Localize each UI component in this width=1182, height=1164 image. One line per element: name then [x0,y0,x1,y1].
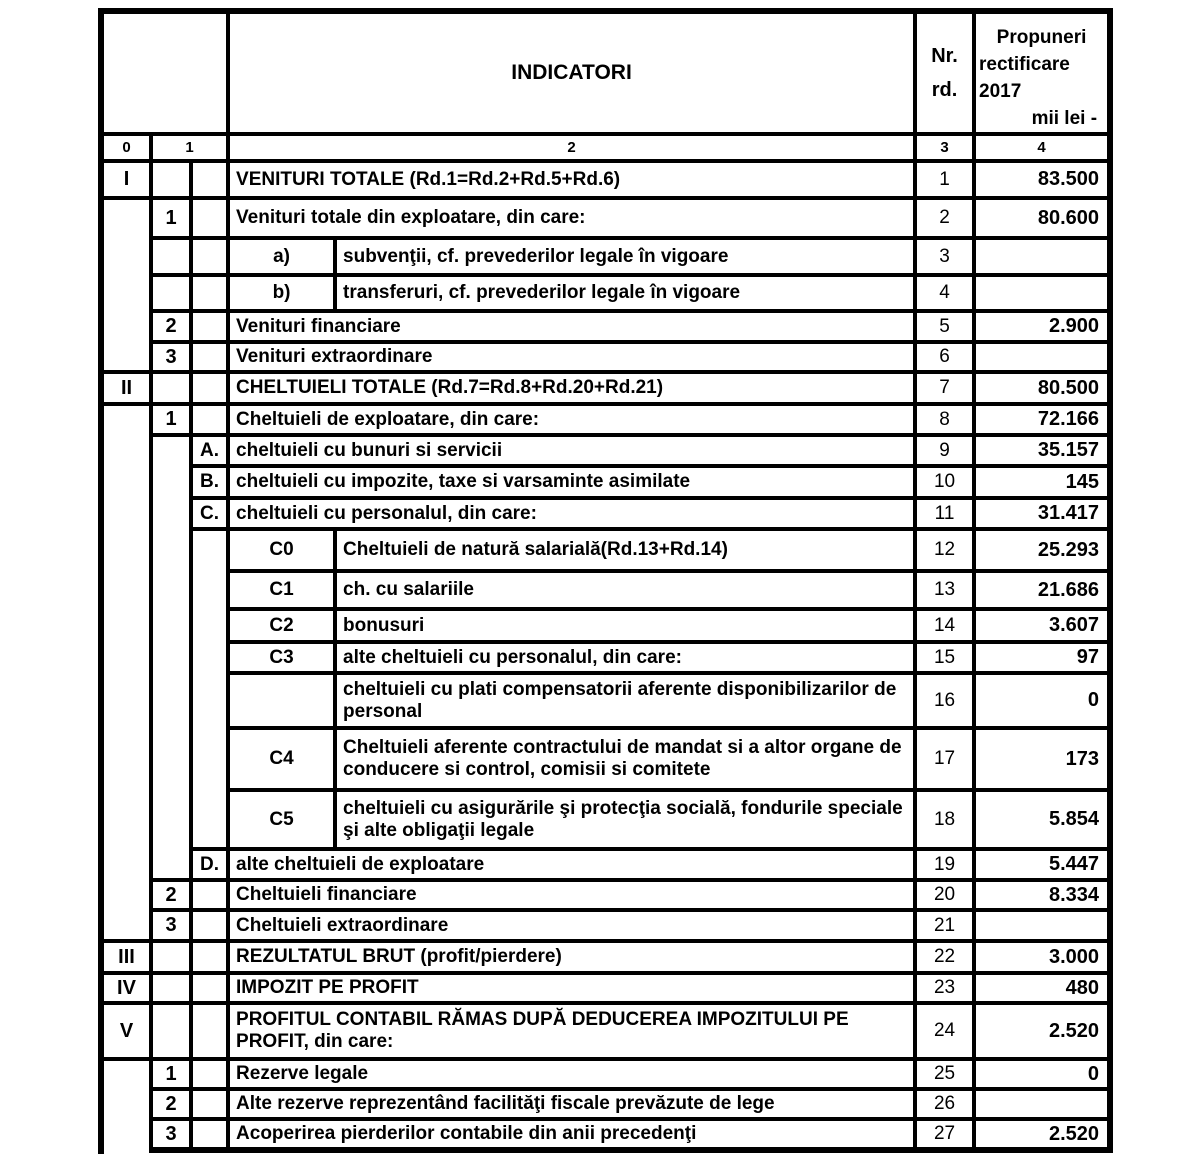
header-indicatori: INDICATORI [228,11,915,134]
empty-cell [101,198,151,372]
roman-cell: III [101,941,151,973]
value-cell: 3.607 [974,609,1110,642]
nr-cell: 25 [915,1059,974,1089]
code-cell [228,673,335,728]
num-cell: 1 [151,404,191,435]
nr-cell: 24 [915,1003,974,1059]
indicator-cell: cheltuieli cu asigurările şi protecţia socială, fondurile speciale şi alte obligaţii legale [335,790,915,849]
indicator-cell: VENITURI TOTALE (Rd.1=Rd.2+Rd.5+Rd.6) [228,161,915,198]
indicator-cell: Venituri totale din exploatare, din care: [228,198,915,238]
empty-cell [191,973,228,1003]
num-cell: 3 [151,910,191,941]
empty-cell [151,973,191,1003]
nr-cell: 13 [915,571,974,609]
table-row [101,1089,1110,1119]
empty-cell [151,372,191,404]
table-row [101,1003,1110,1059]
indicator-cell: Venituri extraordinare [228,342,915,372]
roman-cell: II [101,372,151,404]
indicator-cell: alte cheltuieli de exploatare [228,849,915,880]
table-row [101,1059,1110,1089]
value-cell: 0 [974,673,1110,728]
indicator-cell: REZULTATUL BRUT (profit/pierdere) [228,941,915,973]
table-row [101,849,1110,880]
table-row [101,880,1110,910]
letter-cell: A. [191,435,228,466]
value-cell: 83.500 [974,161,1110,198]
empty-cell [191,1119,228,1150]
value-cell [974,1089,1110,1119]
empty-cell [191,311,228,342]
code-cell: C0 [228,529,335,571]
nr-cell: 21 [915,910,974,941]
empty-cell [191,1059,228,1089]
value-cell [974,238,1110,275]
nr-cell: 1 [915,161,974,198]
table-row [101,529,1110,571]
num-cell: 3 [151,342,191,372]
empty-cell [191,1003,228,1059]
header-propuneri-line4: mii lei - [1031,108,1098,129]
nr-cell: 5 [915,311,974,342]
value-cell: 5.854 [974,790,1110,849]
col-index-0: 0 [101,134,151,161]
empty-cell [151,1003,191,1059]
table-row [101,161,1110,198]
code-cell: C2 [228,609,335,642]
col-index-4: 4 [974,134,1110,161]
empty-cell [151,275,191,311]
empty-cell [191,404,228,435]
col-index-3: 3 [915,134,974,161]
table-row [101,404,1110,435]
value-cell: 35.157 [974,435,1110,466]
nr-cell: 6 [915,342,974,372]
header-propuneri-line3: 2017 [979,81,1022,102]
table-row [101,435,1110,466]
table-row [101,609,1110,642]
indicator-cell: cheltuieli cu bunuri si servicii [228,435,915,466]
nr-cell: 8 [915,404,974,435]
indicator-cell: cheltuieli cu personalul, din care: [228,498,915,529]
indicator-cell: Cheltuieli extraordinare [228,910,915,941]
nr-cell: 7 [915,372,974,404]
empty-cell [191,275,228,311]
nr-cell: 2 [915,198,974,238]
table-row [101,571,1110,609]
nr-cell: 23 [915,973,974,1003]
letter-cell: B. [191,466,228,498]
empty-cell [191,1089,228,1119]
table-row [101,1119,1110,1150]
table-row [101,941,1110,973]
indicator-cell: Rezerve legale [228,1059,915,1089]
left-border-stub [98,1132,104,1154]
indicator-cell: Venituri financiare [228,311,915,342]
table-row [101,973,1110,1003]
value-cell: 0 [974,1059,1110,1089]
code-cell: C1 [228,571,335,609]
code-cell: C5 [228,790,335,849]
empty-cell [191,910,228,941]
nr-cell: 19 [915,849,974,880]
table-row [101,642,1110,673]
indicator-cell: subvenţii, cf. prevederilor legale în vigoare [335,238,915,275]
value-cell: 480 [974,973,1110,1003]
header-nr-line1: Nr. [931,45,958,67]
table-row [101,372,1110,404]
value-cell: 173 [974,728,1110,790]
indicator-cell: Alte rezerve reprezentând facilităţi fiscale prevăzute de lege [228,1089,915,1119]
table-row [101,910,1110,941]
nr-cell: 3 [915,238,974,275]
indicator-cell: IMPOZIT PE PROFIT [228,973,915,1003]
roman-cell: V [101,1003,151,1059]
letter-cell: D. [191,849,228,880]
indicator-cell: CHELTUIELI TOTALE (Rd.7=Rd.8+Rd.20+Rd.21) [228,372,915,404]
indicator-cell: cheltuieli cu impozite, taxe si varsaminte asimilate [228,466,915,498]
empty-cell [191,372,228,404]
nr-cell: 11 [915,498,974,529]
num-cell: 3 [151,1119,191,1150]
table-row [101,342,1110,372]
value-cell: 2.520 [974,1003,1110,1059]
table-row [101,498,1110,529]
value-cell: 80.500 [974,372,1110,404]
nr-cell: 26 [915,1089,974,1119]
empty-cell [101,404,151,941]
indicator-cell: Acoperirea pierderilor contabile din anii precedenţi [228,1119,915,1150]
num-cell: 2 [151,311,191,342]
nr-cell: 10 [915,466,974,498]
roman-cell: I [101,161,151,198]
table-row [101,198,1110,238]
empty-cell [151,435,191,880]
nr-cell: 20 [915,880,974,910]
indicator-cell: PROFITUL CONTABIL RĂMAS DUPĂ DEDUCEREA IMPOZITULUI PE PROFIT, din care: [228,1003,915,1059]
nr-cell: 14 [915,609,974,642]
empty-cell [151,161,191,198]
value-cell: 145 [974,466,1110,498]
empty-cell [101,1059,151,1150]
value-cell: 2.520 [974,1119,1110,1150]
value-cell [974,910,1110,941]
indicator-cell: cheltuieli cu plati compensatorii aferente disponibilizarilor de personal [335,673,915,728]
table-row [101,728,1110,790]
empty-cell [191,161,228,198]
indicator-cell: alte cheltuieli cu personalul, din care: [335,642,915,673]
letter-cell: C. [191,498,228,529]
header-blank-cell [101,11,228,134]
value-cell: 80.600 [974,198,1110,238]
value-cell: 72.166 [974,404,1110,435]
empty-cell [191,342,228,372]
nr-cell: 9 [915,435,974,466]
nr-cell: 16 [915,673,974,728]
empty-cell [151,238,191,275]
nr-cell: 22 [915,941,974,973]
empty-cell [191,880,228,910]
value-cell: 31.417 [974,498,1110,529]
indicator-cell: Cheltuieli aferente contractului de mandat si a altor organe de conducere si control, comisii si comitete [335,728,915,790]
header-propuneri-line1: Propuneri [996,27,1087,48]
code-cell: b) [228,275,335,311]
indicator-cell: bonusuri [335,609,915,642]
table-row [101,238,1110,275]
table-row [101,275,1110,311]
empty-cell [191,941,228,973]
header-propuneri [974,11,1110,134]
table-row [101,466,1110,498]
indicator-cell: Cheltuieli de natură salarială(Rd.13+Rd.14) [335,529,915,571]
value-cell: 2.900 [974,311,1110,342]
value-cell: 8.334 [974,880,1110,910]
indicator-cell: transferuri, cf. prevederilor legale în vigoare [335,275,915,311]
header-row [101,11,1110,134]
empty-cell [151,941,191,973]
value-cell: 5.447 [974,849,1110,880]
value-cell: 21.686 [974,571,1110,609]
table-row [101,790,1110,849]
column-index-row [101,134,1110,161]
value-cell [974,275,1110,311]
value-cell: 25.293 [974,529,1110,571]
empty-cell [191,238,228,275]
nr-cell: 15 [915,642,974,673]
col-index-1: 1 [151,134,228,161]
indicator-cell: Cheltuieli financiare [228,880,915,910]
nr-cell: 18 [915,790,974,849]
table-row [101,311,1110,342]
num-cell: 2 [151,880,191,910]
table-row [101,673,1110,728]
header-nr-rd [915,11,974,134]
code-cell: a) [228,238,335,275]
value-cell [974,342,1110,372]
nr-cell: 4 [915,275,974,311]
nr-cell: 27 [915,1119,974,1150]
nr-cell: 12 [915,529,974,571]
code-cell: C4 [228,728,335,790]
code-cell: C3 [228,642,335,673]
num-cell: 1 [151,198,191,238]
value-cell: 3.000 [974,941,1110,973]
nr-cell: 17 [915,728,974,790]
indicator-cell: ch. cu salariile [335,571,915,609]
value-cell: 97 [974,642,1110,673]
header-propuneri-line2: rectificare [979,54,1070,75]
col-index-2: 2 [228,134,915,161]
budget-table [98,8,1113,1153]
empty-cell [191,529,228,849]
header-nr-line2: rd. [931,79,958,101]
num-cell: 2 [151,1089,191,1119]
indicator-cell: Cheltuieli de exploatare, din care: [228,404,915,435]
roman-cell: IV [101,973,151,1003]
empty-cell [191,198,228,238]
num-cell: 1 [151,1059,191,1089]
